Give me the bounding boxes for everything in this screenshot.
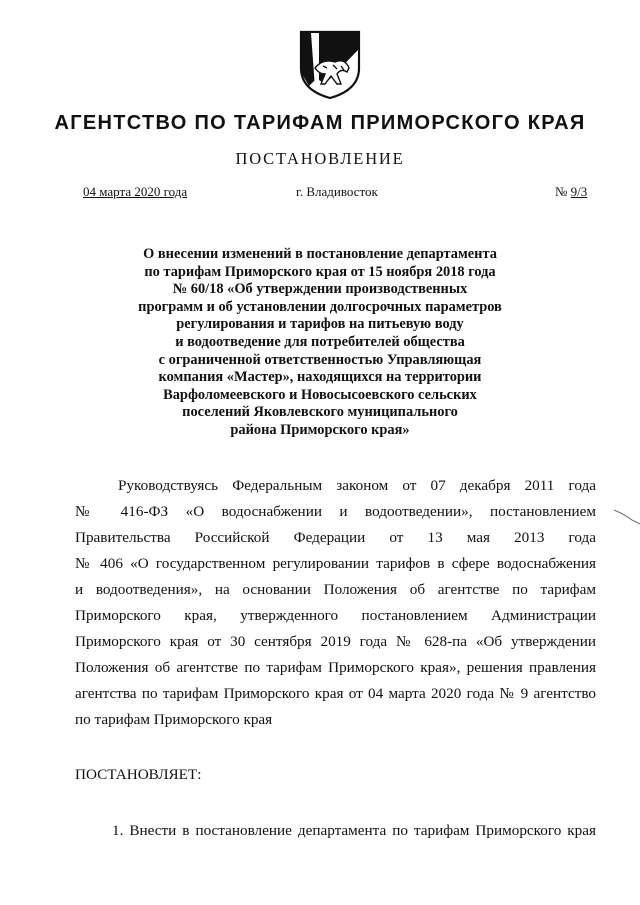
body-line: Правительства Российской Федерации от 13 мая 2013 года (75, 529, 596, 546)
body-line: по тарифам Приморского края (75, 711, 273, 728)
body-line: и водоотведения», на основании Положения об агентстве по тарифам (75, 581, 596, 598)
coat-of-arms-icon (297, 28, 363, 100)
number-value: 9/3 (570, 184, 588, 199)
body-line: Положения об агентстве по тарифам Приморского края», решения правления (75, 659, 596, 676)
body-line: № 406 «О государственном регулировании тарифов в сфере водоснабжения (75, 555, 596, 572)
title-line: компания «Мастер», находящихся на территории (158, 369, 482, 386)
resolution-item-1: 1. Внести в постановление департамента по тарифам Приморского края (112, 822, 596, 839)
document-city: г. Владивосток (296, 184, 378, 199)
document-number (555, 184, 587, 200)
title-line: № 60/18 «Об утверждении производственных (172, 281, 468, 298)
resolve-heading: ПОСТАНОВЛЯЕТ: (75, 766, 202, 783)
number-prefix: № (555, 184, 571, 199)
body-line: агентства по тарифам Приморского края от 04 марта 2020 года № 9 агентство (75, 685, 596, 702)
body-line: Приморского края от 30 сентября 2019 года № 628-па «Об утверждении (75, 633, 596, 650)
agency-name: АГЕНТСТВО ПО ТАРИФАМ ПРИМОРСКОГО КРАЯ (54, 112, 586, 134)
title-line: района Приморского края» (230, 421, 410, 438)
body-line: Приморского края, утвержденного постановлением Администрации (75, 607, 596, 624)
document-type: ПОСТАНОВЛЕНИЕ (235, 149, 405, 168)
document-date: 04 марта 2020 года (83, 184, 188, 199)
title-line: программ и об установлении долгосрочных параметров (138, 298, 502, 315)
body-line: Руководствуясь Федеральным законом от 07 декабря 2011 года (118, 477, 596, 494)
title-line: с ограниченной ответственностью Управляющая (158, 351, 482, 368)
title-line: Варфоломеевского и Новосысоевского сельских (163, 386, 477, 403)
scan-mark-icon (614, 508, 640, 526)
title-line: регулирования и тарифов на питьевую воду (176, 316, 464, 333)
title-line: О внесении изменений в постановление департамента (143, 246, 497, 262)
title-line: и водоотведение для потребителей общества (175, 333, 465, 350)
body-line: № 416-ФЗ «О водоснабжении и водоотведении», постановлением (75, 503, 596, 520)
document-title (0, 246, 640, 440)
title-line: поселений Яковлевского муниципального (182, 404, 458, 421)
title-line: по тарифам Приморского края от 15 ноября 2018 года (144, 263, 496, 280)
